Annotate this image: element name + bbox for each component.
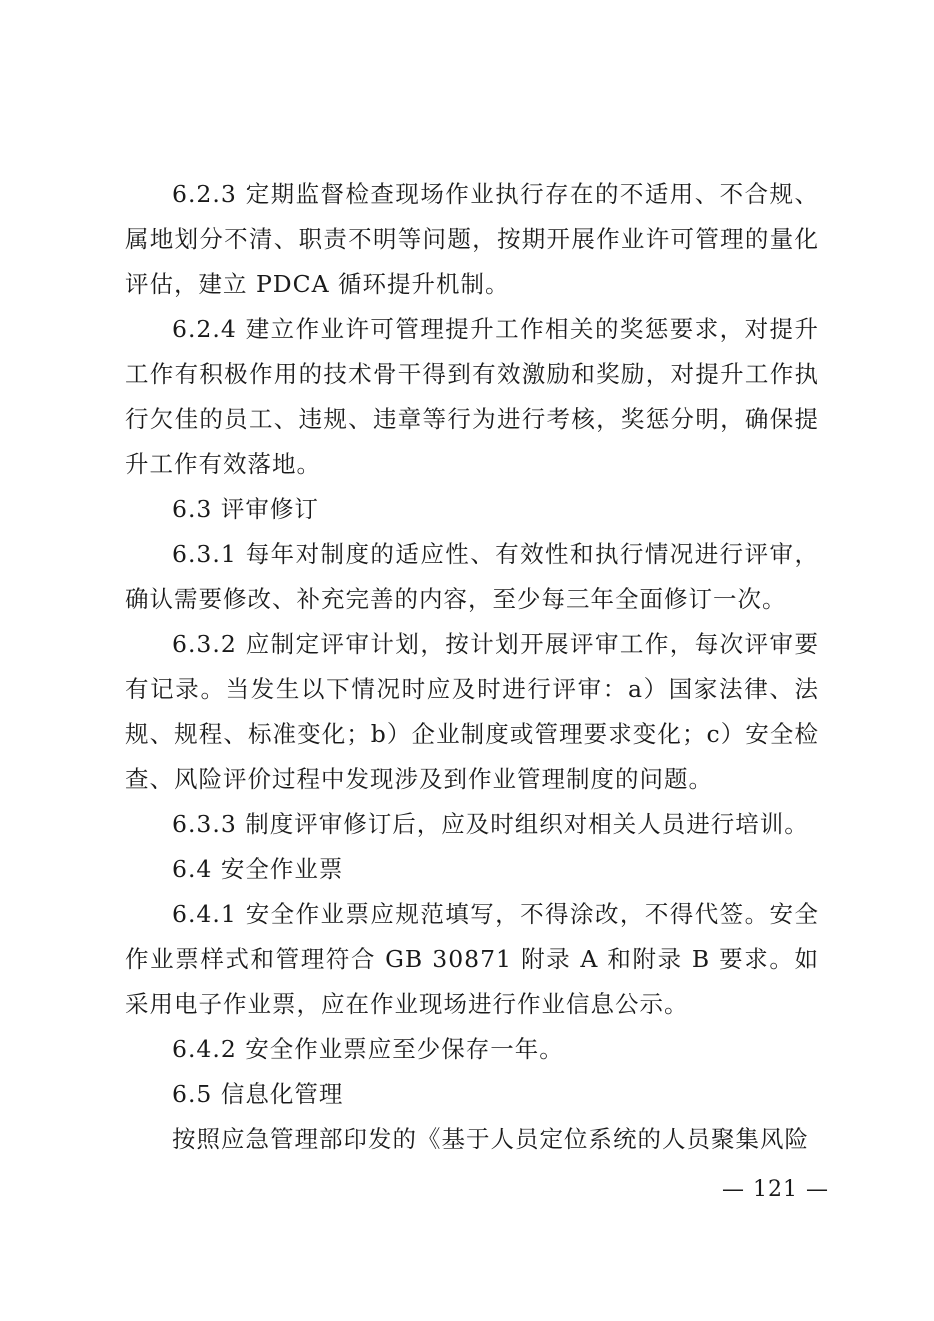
paragraph-6-2-4: 6.2.4 建立作业许可管理提升工作相关的奖惩要求，对提升工作有积极作用的技术骨干得到有效激励和奖励，对提升工作执行欠佳的员工、违规、违章等行为进行考核，奖惩分明，确保提升工作有效落地。 [125,315,819,478]
page-number: — 121 — [722,1177,829,1202]
paragraph-6-3-1: 6.3.1 每年对制度的适应性、有效性和执行情况进行评审，确认需要修改、补充完善的内容，至少每三年全面修订一次。 [125,540,819,613]
paragraph-6-2-3: 6.2.3 定期监督检查现场作业执行存在的不适用、不合规、属地划分不清、职责不明等问题，按期开展作业许可管理的量化评估，建立 PDCA 循环提升机制。 [125,180,819,298]
paragraph-6-5-intro: 按照应急管理部印发的《基于人员定位系统的人员聚集风险 [172,1125,809,1153]
paragraph-6-4-1: 6.4.1 安全作业票应规范填写，不得涂改，不得代签。安全作业票样式和管理符合 GB 30871 附录 A 和附录 B 要求。如采用电子作业票，应在作业现场进行作业信息公示。 [125,900,819,1018]
section-heading-6-4: 6.4 安全作业票 [172,855,344,883]
paragraph-6-4-2: 6.4.2 安全作业票应至少保存一年。 [172,1035,564,1063]
section-heading-6-3: 6.3 评审修订 [172,495,319,523]
paragraph-6-3-3: 6.3.3 制度评审修订后，应及时组织对相关人员进行培训。 [172,810,809,838]
document-body [125,172,819,1162]
paragraph-6-3-2: 6.3.2 应制定评审计划，按计划开展评审工作，每次评审要有记录。当发生以下情况时应及时进行评审：a）国家法律、法规、规程、标准变化；b）企业制度或管理要求变化；c）安全检查、风险评价过程中发现涉及到作业管理制度的问题。 [125,630,819,793]
section-heading-6-5: 6.5 信息化管理 [172,1080,344,1108]
